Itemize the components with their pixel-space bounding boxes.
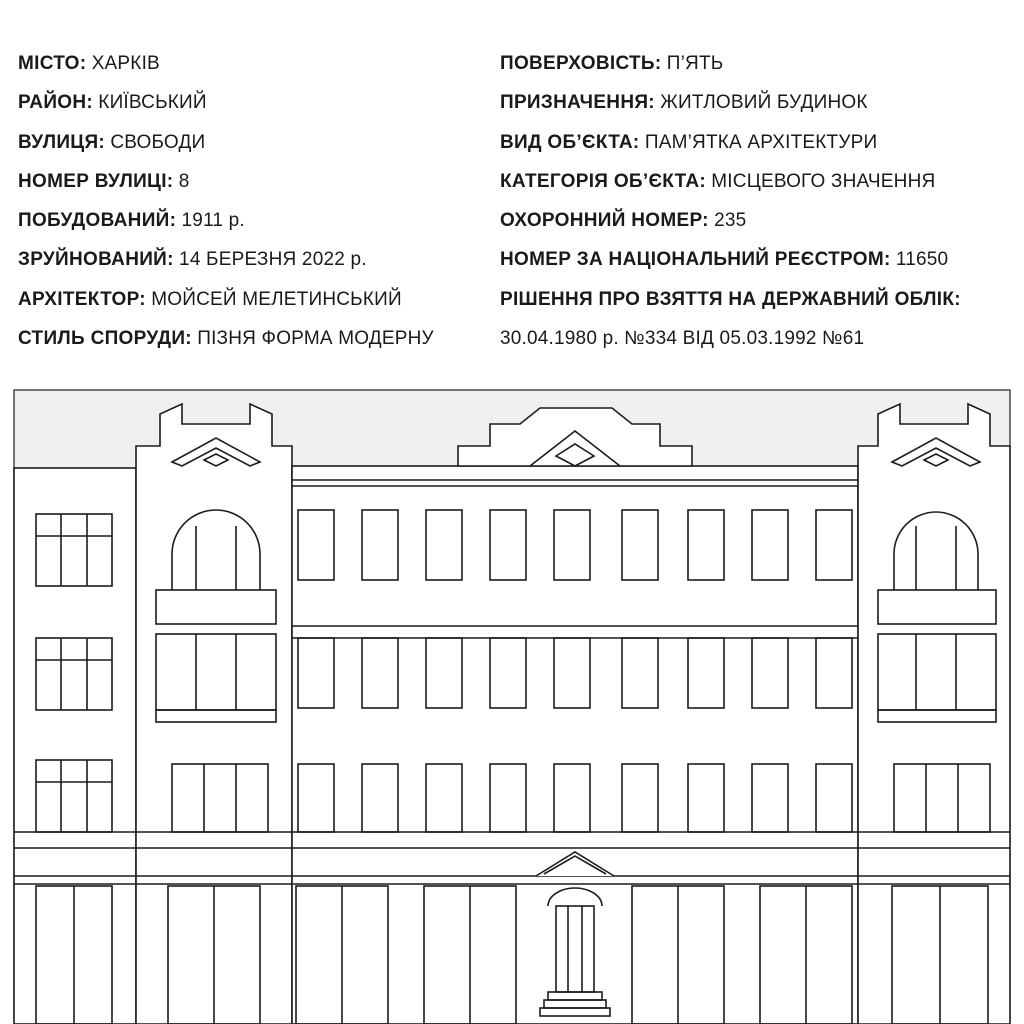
info-key: МІСТО: <box>18 53 87 74</box>
facade-outline <box>14 404 1010 1024</box>
info-row-register-number <box>500 240 961 279</box>
info-value: 8 <box>178 170 190 192</box>
info-key: РАЙОН: <box>18 92 94 114</box>
info-value: КИЇВСЬКИЙ <box>98 92 207 114</box>
info-row-architect <box>18 280 434 319</box>
info-key: ПОБУДОВАНИЙ: <box>18 210 177 232</box>
info-key: СТИЛЬ СПОРУДИ: <box>18 328 192 350</box>
info-column-left <box>18 44 434 358</box>
info-column-right <box>500 44 961 358</box>
info-value: 235 <box>714 210 747 232</box>
info-key: ВУЛИЦЯ: <box>18 131 106 153</box>
info-key: ВИД ОБ’ЄКТА: <box>500 131 640 153</box>
info-row-district <box>18 83 434 122</box>
building-facade-drawing <box>0 376 1024 1024</box>
info-value: 14 БЕРЕЗНЯ 2022 р. <box>179 249 367 271</box>
info-row-destroyed <box>18 240 434 279</box>
info-value: 11650 <box>895 249 949 271</box>
info-value: ПАМ’ЯТКА АРХІТЕКТУРИ <box>644 131 878 153</box>
info-value: П’ЯТЬ <box>666 53 724 74</box>
info-key: НОМЕР ВУЛИЦІ: <box>18 170 174 192</box>
info-row-object-type <box>500 123 961 162</box>
info-key: КАТЕГОРІЯ ОБ’ЄКТА: <box>500 170 706 192</box>
info-key: ЗРУЙНОВАНИЙ: <box>18 249 174 271</box>
info-value: 1911 р. <box>181 210 245 232</box>
info-row-street <box>18 123 434 162</box>
info-value: ПІЗНЯ ФОРМА МОДЕРНУ <box>197 328 434 350</box>
info-key: АРХІТЕКТОР: <box>18 288 146 310</box>
info-row-registration-dates <box>500 319 961 358</box>
info-row-registration-decision <box>500 280 961 319</box>
info-value: СВОБОДИ <box>110 131 206 153</box>
info-value: ЖИТЛОВИЙ БУДИНОК <box>660 92 868 114</box>
info-key: ОХОРОННИЙ НОМЕР: <box>500 210 709 232</box>
info-key: ПОВЕРХОВІСТЬ: <box>500 53 662 74</box>
info-row-floors <box>500 44 961 83</box>
info-row-built <box>18 201 434 240</box>
info-value: 30.04.1980 р. №334 ВІД 05.03.1992 №61 <box>500 328 865 350</box>
info-row-street-number <box>18 162 434 201</box>
info-key: ПРИЗНАЧЕННЯ: <box>500 92 655 114</box>
info-row-purpose <box>500 83 961 122</box>
info-key: НОМЕР ЗА НАЦІОНАЛЬНИЙ РЕЄСТРОМ: <box>500 249 891 271</box>
info-value: МІСЦЕВОГО ЗНАЧЕННЯ <box>711 170 936 192</box>
info-row-category <box>500 162 961 201</box>
info-row-style <box>18 319 434 358</box>
info-row-city <box>18 44 434 83</box>
info-row-protection-number <box>500 201 961 240</box>
info-key: РІШЕННЯ ПРО ВЗЯТТЯ НА ДЕРЖАВНИЙ ОБЛІК: <box>500 288 961 310</box>
info-value: МОЙСЕЙ МЕЛЕТИНСЬКИЙ <box>151 288 402 310</box>
info-value: ХАРКІВ <box>91 53 160 74</box>
